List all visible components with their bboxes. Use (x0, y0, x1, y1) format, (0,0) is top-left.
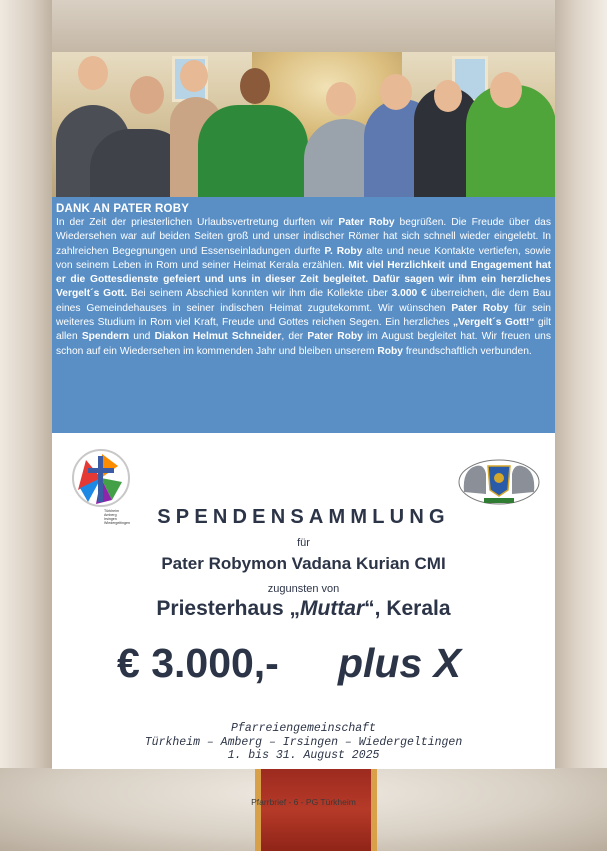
parish-logo-text-4: Wiedergeltingen (104, 521, 130, 525)
donation-project (52, 597, 555, 621)
parish-logo-text-3: Irsingen (104, 517, 117, 521)
group-photo (52, 52, 555, 197)
donation-title: SPENDENSAMMLUNG (157, 506, 450, 528)
article-body: In der Zeit der priesterlichen Urlaubsvertretung durften wir Pater Roby begrüßen. Die Freude über das Wiedersehen war auf beiden Seiten groß und unser indischer Römer hat sich schnell wieder eingelebt. In zahlreichen Begegnungen und Essenseinladungen durfte P. Roby alte und neue Kontakte vertiefen, sowie von seinem Leben in Rom und seiner Heimat Kerala erzählen. Mit viel Herzlichkeit und Engagement hat er die Gottesdienste gefeiert und uns in dieser Zeit begleitet. Dafür sagen wir ihm ein herzliches Vergelt´s Gott. Bei seinem Abschied konnten wir ihm die Kollekte über 3.000 € überreichen, die dem Bau eines Gemeindehauses in seiner indischen Heimat zugutekommt. Wir wünschen Pater Roby für sein weiteres Studium in Rom viel Kraft, Freude und Gottes reichen Segen. Ein herzliches „Vergelt´s Gott!“ gilt allen Spendern und Diakon Helmut Schneider, der Pater Roby im August begleitet hat. Wir freuen uns schon auf ein Wiedersehen im kommenden Jahr und bleiben unserem Roby freundschaftlich verbunden. (56, 217, 552, 357)
donation-project-name: Muttar (300, 597, 365, 620)
kerala-emblem (456, 448, 542, 508)
parish-logo-shard-orange (101, 454, 118, 478)
donation-in-favor-label: zugunsten von (267, 583, 340, 595)
parish-logo-text-1: Türkheim (104, 509, 119, 513)
donation-for-label: für (297, 537, 310, 549)
photo-head-woman (380, 74, 412, 110)
parish-name: Pfarreiengemeinschaft (231, 722, 376, 735)
donation-recipient-name: Pater Robymon Vadana Kurian CMI (161, 554, 446, 573)
parish-logo-text-2: Amberg (104, 513, 117, 517)
parish-logo-cross-vertical (98, 456, 103, 502)
parish-places: Türkheim – Amberg – Irsingen – Wiedergeltingen (144, 735, 463, 749)
photo-head-1 (78, 56, 108, 90)
photo-person-priest (198, 105, 308, 197)
donation-parish-block (52, 722, 555, 763)
photo-head-2 (130, 76, 164, 114)
donation-period: 1. bis 31. August 2025 (227, 749, 380, 762)
photo-head-man (434, 80, 462, 112)
parish-logo-cross-horizontal (88, 468, 114, 473)
donation-project-suffix: “, Kerala (364, 597, 451, 620)
donation-flyer (52, 433, 555, 769)
photo-head-3 (180, 60, 208, 92)
donation-amount: € 3.000,- (117, 640, 279, 686)
background-wall-left (0, 0, 52, 851)
donation-plus: plus X (338, 640, 462, 686)
emblem-ribbon (484, 498, 514, 503)
photo-head-deacon (490, 72, 522, 108)
background-wall-right (555, 0, 607, 851)
photo-head-priest (240, 68, 270, 104)
article-title: DANK AN PATER ROBY (56, 203, 190, 215)
background-top (0, 0, 607, 52)
photo-head-boy (326, 82, 356, 116)
page-footer: Pfarrbrief - 6 - PG Türkheim (251, 797, 356, 807)
emblem-conch-icon (494, 473, 504, 483)
background-carpet (255, 768, 377, 851)
article-box (52, 197, 555, 433)
donation-project-prefix: Priesterhaus „ (156, 597, 300, 620)
